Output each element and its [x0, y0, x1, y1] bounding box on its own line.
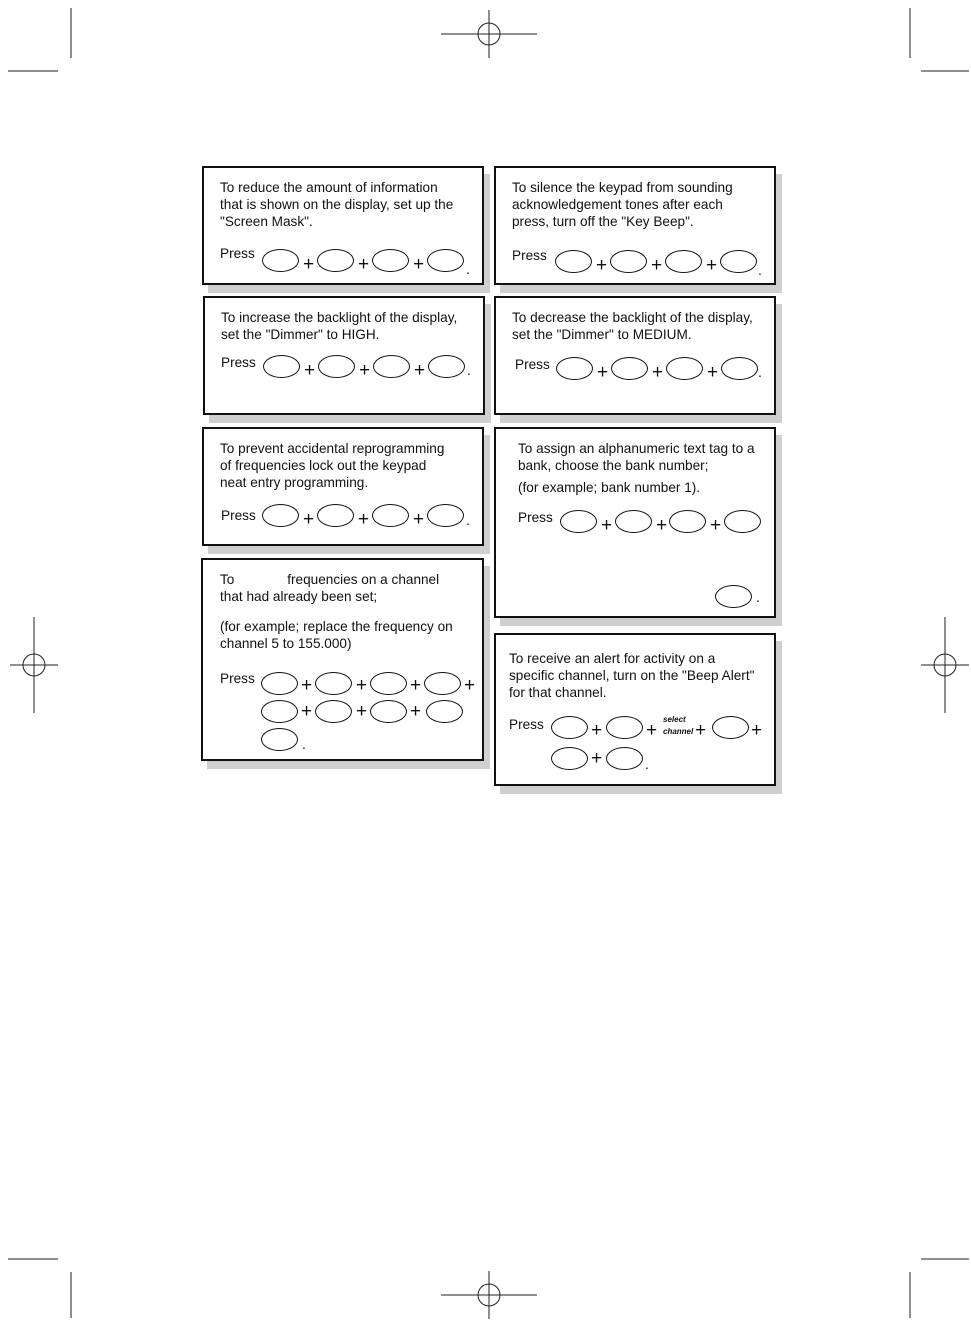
plus-sign: + [695, 720, 707, 741]
period: . [467, 362, 471, 378]
key-sequence [221, 508, 481, 536]
desc-line: To receive an alert for activity on a [509, 651, 716, 666]
key-button[interactable] [372, 504, 409, 527]
card-description [221, 309, 477, 343]
card-description [518, 440, 768, 496]
key-sequence [515, 357, 773, 385]
key-sequence-row-2 [509, 747, 709, 775]
press-label: Press [220, 671, 255, 686]
desc-line: that had already been set; [220, 589, 378, 604]
key-button[interactable] [551, 716, 588, 739]
dimmer-medium-card [494, 296, 776, 415]
key-sequence-row-1 [509, 717, 775, 745]
plus-sign: + [601, 515, 613, 536]
key-button[interactable] [606, 716, 643, 739]
plus-sign: + [707, 362, 719, 383]
plus-sign: + [356, 701, 368, 722]
press-label: Press [220, 246, 255, 261]
desc-line: specific channel, turn on the "Beep Alert" [509, 668, 755, 683]
key-beep-card [494, 166, 776, 285]
key-button[interactable] [615, 510, 652, 533]
period: . [758, 262, 762, 278]
plus-sign: + [597, 362, 609, 383]
desc-line: To increase the backlight of the display, [221, 310, 458, 325]
key-button[interactable] [262, 249, 299, 272]
plus-sign: + [358, 254, 370, 275]
plus-sign: + [303, 254, 315, 275]
key-button[interactable] [261, 728, 298, 751]
desc-line: set the "Dimmer" to HIGH. [221, 327, 380, 342]
replace-frequency-card [201, 558, 484, 761]
key-button[interactable] [318, 355, 355, 378]
press-label: Press [512, 248, 547, 263]
plus-sign: + [410, 675, 422, 696]
key-sequence-row-1 [220, 671, 482, 699]
plus-sign: + [359, 360, 371, 381]
plus-sign: + [303, 509, 315, 530]
key-button[interactable] [373, 355, 410, 378]
key-button[interactable] [261, 700, 298, 723]
key-button[interactable] [715, 585, 752, 608]
desc-line: "Screen Mask". [220, 214, 313, 229]
card-description [509, 650, 768, 701]
plus-sign: + [656, 515, 668, 536]
key-button[interactable] [721, 357, 758, 380]
key-button[interactable] [370, 700, 407, 723]
plus-sign: + [301, 675, 313, 696]
key-button[interactable] [560, 510, 597, 533]
plus-sign: + [652, 362, 664, 383]
select-label: select [663, 715, 686, 724]
desc-line: To decrease the backlight of the display, [512, 310, 753, 325]
press-label: Press [221, 508, 256, 523]
desc-line: of frequencies lock out the keypad [220, 458, 427, 473]
period: . [645, 756, 649, 772]
card-description [220, 571, 476, 652]
plus-sign: + [596, 255, 608, 276]
card-description [220, 440, 476, 491]
plus-sign: + [464, 675, 476, 696]
plus-sign: + [413, 509, 425, 530]
key-button[interactable] [555, 250, 592, 273]
channel-label: channel [663, 727, 694, 736]
key-button[interactable] [317, 249, 354, 272]
key-button[interactable] [669, 510, 706, 533]
key-button[interactable] [427, 504, 464, 527]
key-sequence [512, 248, 772, 276]
press-label: Press [515, 357, 550, 372]
key-button[interactable] [724, 510, 761, 533]
period: . [302, 736, 306, 752]
plus-sign: + [356, 675, 368, 696]
text-tag-card [494, 427, 776, 618]
desc-line: To silence the keypad from sounding [512, 180, 733, 195]
key-button[interactable] [666, 357, 703, 380]
key-button[interactable] [262, 504, 299, 527]
plus-sign: + [646, 720, 658, 741]
key-button[interactable] [428, 355, 465, 378]
press-label: Press [518, 510, 553, 525]
plus-sign: + [591, 748, 603, 769]
period: . [466, 261, 470, 277]
plus-sign: + [651, 255, 663, 276]
press-label: Press [509, 717, 544, 732]
key-sequence [220, 246, 480, 277]
example-line: (for example; replace the frequency on [220, 619, 453, 634]
desc-line: acknowledgement tones after each [512, 197, 723, 212]
key-button[interactable] [426, 700, 463, 723]
plus-sign: + [301, 701, 313, 722]
plus-sign: + [413, 254, 425, 275]
key-button[interactable] [611, 357, 648, 380]
keypad-lock-card [202, 427, 484, 546]
desc-line: To reduce the amount of information [220, 180, 438, 195]
card-description [220, 179, 476, 230]
key-button[interactable] [315, 700, 352, 723]
key-sequence [518, 510, 774, 538]
key-button[interactable] [712, 716, 749, 739]
desc-line: set the "Dimmer" to MEDIUM. [512, 327, 692, 342]
press-label: Press [221, 355, 256, 370]
key-button[interactable] [370, 672, 407, 695]
period: . [756, 589, 760, 605]
key-button[interactable] [610, 250, 647, 273]
plus-sign: + [304, 360, 316, 381]
card-description [512, 309, 768, 343]
desc-line: neat entry programming. [220, 475, 369, 490]
key-button[interactable] [665, 250, 702, 273]
example-line: channel 5 to 155.000) [220, 636, 352, 651]
plus-sign: + [710, 515, 722, 536]
key-button[interactable] [427, 249, 464, 272]
desc-line: bank, choose the bank number; [518, 458, 709, 473]
plus-sign: + [358, 509, 370, 530]
example-text: (for example; bank number 1). [518, 480, 701, 495]
key-sequence-row-2 [220, 700, 482, 728]
key-button[interactable] [424, 672, 461, 695]
screen-mask-card [202, 166, 484, 285]
key-button[interactable] [551, 747, 588, 770]
key-sequence [221, 355, 481, 383]
card-description [512, 179, 768, 230]
desc-line: for that channel. [509, 685, 607, 700]
key-button[interactable] [372, 249, 409, 272]
key-button[interactable] [720, 250, 757, 273]
desc-line: To frequencies on a channel [220, 572, 440, 587]
key-button[interactable] [606, 747, 643, 770]
plus-sign: + [414, 360, 426, 381]
plus-sign: + [706, 255, 718, 276]
desc-line: To prevent accidental reprogramming [220, 441, 445, 456]
desc-line: press, turn off the "Key Beep". [512, 214, 694, 229]
plus-sign: + [591, 720, 603, 741]
period: . [758, 364, 762, 380]
plus-sign: + [410, 701, 422, 722]
key-button[interactable] [315, 672, 352, 695]
period: . [466, 512, 470, 528]
desc-line: To assign an alphanumeric text tag to a [518, 441, 755, 456]
desc-line: that is shown on the display, set up the [220, 197, 454, 212]
key-button[interactable] [556, 357, 593, 380]
key-button[interactable] [317, 504, 354, 527]
key-button[interactable] [261, 672, 298, 695]
beep-alert-card [494, 633, 776, 786]
plus-sign: + [751, 720, 763, 741]
key-button[interactable] [263, 355, 300, 378]
dimmer-high-card [203, 296, 485, 415]
